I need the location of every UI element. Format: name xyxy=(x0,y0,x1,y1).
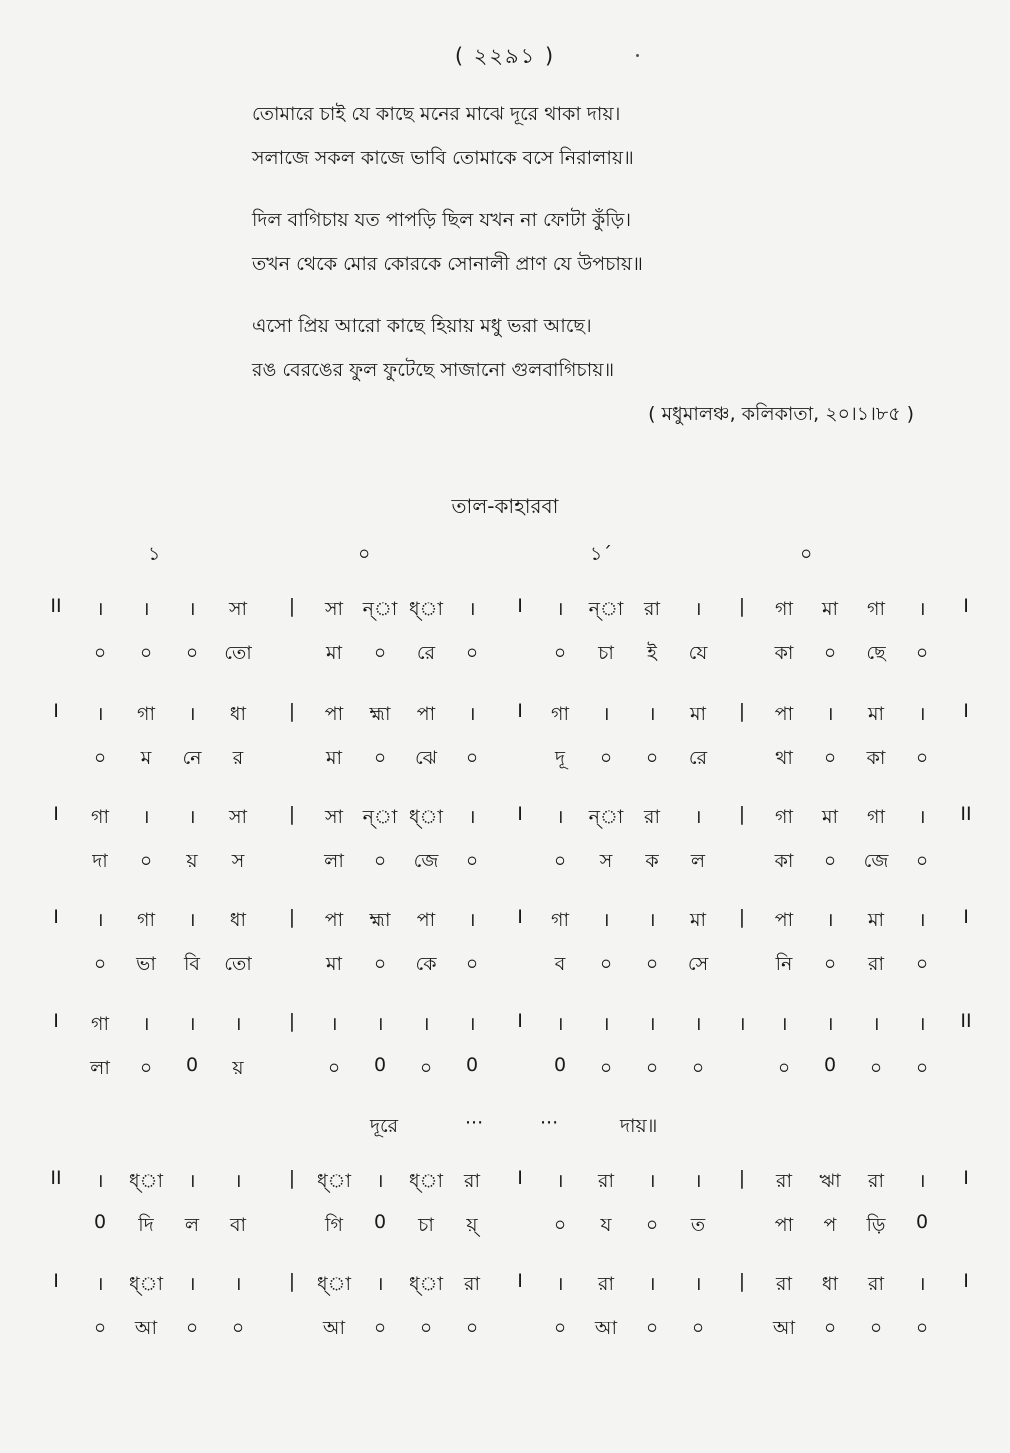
syllable: ম xyxy=(140,747,152,769)
bar-separator: | xyxy=(738,1167,746,1189)
syllable: ০ xyxy=(93,1317,107,1339)
syllable: মা xyxy=(325,642,343,664)
note: রা xyxy=(868,1170,884,1192)
syllable: দা xyxy=(92,850,108,872)
syllable: কা xyxy=(866,747,886,769)
note: । xyxy=(556,598,564,620)
note: । xyxy=(188,1013,196,1035)
note: রা xyxy=(464,1170,480,1192)
note: পা xyxy=(416,909,436,931)
syllable: ০ xyxy=(599,747,613,769)
note: গা xyxy=(775,806,793,828)
refrain-word: দায়॥ xyxy=(620,1115,658,1137)
note: রা xyxy=(598,1273,614,1295)
note: । xyxy=(142,1013,150,1035)
row-start-bar: II xyxy=(50,1167,62,1189)
lyric-stanza xyxy=(252,198,852,286)
bar-separator: | xyxy=(738,906,746,928)
bar-separator: | xyxy=(288,700,296,722)
syllable: ০ xyxy=(645,747,659,769)
note: । xyxy=(188,703,196,725)
syllable: যে xyxy=(688,642,708,664)
syllable: আ xyxy=(134,1317,158,1339)
note: । xyxy=(376,1273,384,1295)
syllable: ০ xyxy=(823,953,837,975)
syllable: ০ xyxy=(419,1317,433,1339)
note: । xyxy=(918,1013,926,1035)
syllable: ০ xyxy=(915,1057,929,1079)
note: রা xyxy=(464,1273,480,1295)
syllable: জে xyxy=(863,850,889,872)
syllable: ল xyxy=(184,1214,200,1236)
row-start-bar: II xyxy=(50,595,62,617)
syllable: ০ xyxy=(465,642,479,664)
note: পা xyxy=(324,909,344,931)
note: মা xyxy=(689,909,707,931)
note: ন্‌া xyxy=(588,598,624,620)
note: । xyxy=(234,1013,242,1035)
syllable: ০ xyxy=(915,1317,929,1339)
syllable: নি xyxy=(775,953,793,975)
bar-separator: | xyxy=(288,906,296,928)
syllable: মা xyxy=(325,747,343,769)
note: । xyxy=(694,1013,702,1035)
note: । xyxy=(694,598,702,620)
beat-mark: ০ xyxy=(358,543,371,565)
note: পা xyxy=(774,703,794,725)
syllable: ক xyxy=(645,850,659,872)
syllable: পা xyxy=(774,1214,794,1236)
syllable: ০ xyxy=(869,1057,883,1079)
note: । xyxy=(234,1170,242,1192)
note: ধ্‌া xyxy=(409,1273,443,1295)
syllable: চা xyxy=(418,1214,434,1236)
bar-separator: I xyxy=(517,906,523,928)
note: । xyxy=(96,909,104,931)
syllable: দূ xyxy=(555,747,565,769)
syllable: ০ xyxy=(373,953,387,975)
note: । xyxy=(694,1170,702,1192)
syllable: রে xyxy=(688,747,708,769)
syllable: ০ xyxy=(93,642,107,664)
bar-separator: | xyxy=(288,1270,296,1292)
row-start-bar: I xyxy=(53,700,59,722)
refrain-word: ··· xyxy=(540,1112,559,1134)
note: । xyxy=(556,1013,564,1035)
note: মা xyxy=(867,703,885,725)
syllable: দি xyxy=(138,1214,154,1236)
syllable: ০ xyxy=(599,953,613,975)
notation-row xyxy=(0,700,1010,769)
syllable: ০ xyxy=(139,850,153,872)
syllable: য xyxy=(600,1214,612,1236)
syllable: ০ xyxy=(599,1057,613,1079)
note: গা xyxy=(91,806,109,828)
syllable: ০ xyxy=(869,1317,883,1339)
syllable: 0 xyxy=(373,1211,387,1233)
note: পা xyxy=(324,703,344,725)
row-end-bar: I xyxy=(963,1167,969,1189)
note: । xyxy=(918,598,926,620)
syllable: ০ xyxy=(93,747,107,769)
note: মা xyxy=(689,703,707,725)
syllable: ত xyxy=(690,1214,706,1236)
lyric-line: রঙ বেরঙের ফুল ফুটেছে সাজানো গুলবাগিচায়॥ xyxy=(252,359,615,381)
note: । xyxy=(556,1273,564,1295)
note: । xyxy=(142,806,150,828)
bar-separator: | xyxy=(288,1167,296,1189)
syllable: লা xyxy=(90,1057,110,1079)
syllable: ০ xyxy=(553,642,567,664)
syllable: ০ xyxy=(373,642,387,664)
note: রা xyxy=(776,1273,792,1295)
syllable: ছে xyxy=(866,642,886,664)
bar-separator: I xyxy=(517,1270,523,1292)
note: ধ্‌া xyxy=(129,1170,163,1192)
note: ন্‌া xyxy=(362,598,398,620)
syllable: ০ xyxy=(465,850,479,872)
note: মা xyxy=(821,806,839,828)
syllable: ০ xyxy=(691,1057,705,1079)
row-end-bar: II xyxy=(960,803,972,825)
note: । xyxy=(694,806,702,828)
note: মা xyxy=(867,909,885,931)
ink-dot xyxy=(636,54,639,57)
row-end-bar: I xyxy=(963,700,969,722)
note: হ্মা xyxy=(369,909,391,931)
taal-title: তাল-কাহারবা xyxy=(451,494,559,518)
note: হ্মা xyxy=(369,703,391,725)
syllable: ০ xyxy=(185,642,199,664)
lyric-line: তোমারে চাই যে কাছে মনের মাঝে দূরে থাকা দায়। xyxy=(252,103,621,125)
note: । xyxy=(468,1013,476,1035)
syllable: ০ xyxy=(645,1057,659,1079)
note: । xyxy=(468,598,476,620)
syllable: বি xyxy=(183,953,200,975)
note: । xyxy=(96,703,104,725)
syllable: ০ xyxy=(553,850,567,872)
note: । xyxy=(188,806,196,828)
bar-separator: | xyxy=(738,803,746,825)
note: গা xyxy=(775,598,793,620)
bar-separator: I xyxy=(517,700,523,722)
note: । xyxy=(918,909,926,931)
syllable: ০ xyxy=(419,1057,433,1079)
note: । xyxy=(468,703,476,725)
bar-separator: I xyxy=(517,803,523,825)
note: । xyxy=(188,1170,196,1192)
syllable: ০ xyxy=(823,642,837,664)
syllable: ০ xyxy=(465,747,479,769)
note: । xyxy=(602,703,610,725)
notation-row xyxy=(0,803,1010,872)
source-citation: ( মধুমালঞ্চ, কলিকাতা, ২০।১।৮৫ ) xyxy=(648,403,914,425)
syllable: বা xyxy=(229,1214,247,1236)
syllable: ০ xyxy=(465,953,479,975)
syllable: 0 xyxy=(373,1054,387,1076)
note: গা xyxy=(137,909,155,931)
syllable: য়্‌ xyxy=(466,1214,478,1236)
note: । xyxy=(468,806,476,828)
refrain-word: দূরে xyxy=(370,1115,399,1137)
note: ন্‌া xyxy=(588,806,624,828)
note: । xyxy=(648,1273,656,1295)
row-end-bar: II xyxy=(960,1010,972,1032)
bar-separator: | xyxy=(738,700,746,722)
note: ধ্‌া xyxy=(129,1273,163,1295)
syllable: কা xyxy=(774,642,794,664)
syllable: ০ xyxy=(553,1214,567,1236)
note: গা xyxy=(551,703,569,725)
note: । xyxy=(918,806,926,828)
note: । xyxy=(188,1273,196,1295)
note: ধ্‌া xyxy=(409,598,443,620)
note: ধা xyxy=(821,1273,839,1295)
syllable: ড়ি xyxy=(866,1214,886,1236)
syllable: নে xyxy=(182,747,202,769)
bar-separator: | xyxy=(288,803,296,825)
note: । xyxy=(602,909,610,931)
syllable: ০ xyxy=(645,1214,659,1236)
note: । xyxy=(826,909,834,931)
note: সা xyxy=(228,598,248,620)
note: । xyxy=(188,598,196,620)
note: । xyxy=(188,909,196,931)
syllable: ০ xyxy=(373,850,387,872)
syllable: 0 xyxy=(93,1211,107,1233)
syllable: ০ xyxy=(777,1057,791,1079)
note: । xyxy=(142,598,150,620)
lyric-line: দিল বাগিচায় যত পাপড়ি ছিল যখন না ফোটা কুঁড়ি। xyxy=(252,209,632,231)
syllable: ভা xyxy=(136,953,156,975)
bar-separator: । xyxy=(738,1013,746,1035)
syllable: য় xyxy=(186,850,198,872)
syllable: আ xyxy=(322,1317,346,1339)
syllable: ই xyxy=(647,642,657,664)
note: ধা xyxy=(229,909,247,931)
note: সা xyxy=(324,806,344,828)
beat-marks xyxy=(0,540,1010,570)
note: পা xyxy=(416,703,436,725)
syllable: জে xyxy=(413,850,439,872)
note: রা xyxy=(598,1170,614,1192)
note: গা xyxy=(867,598,885,620)
beat-mark: ১´ xyxy=(590,543,612,565)
note: । xyxy=(234,1273,242,1295)
note: রা xyxy=(644,598,660,620)
note: । xyxy=(468,909,476,931)
syllable: 0 xyxy=(915,1211,929,1233)
note: রা xyxy=(644,806,660,828)
beat-mark: ০ xyxy=(800,543,813,565)
syllable: মা xyxy=(325,953,343,975)
syllable: ০ xyxy=(915,953,929,975)
note: । xyxy=(872,1013,880,1035)
note: । xyxy=(826,1013,834,1035)
syllable: আ xyxy=(772,1317,796,1339)
note: পা xyxy=(774,909,794,931)
syllable: ০ xyxy=(373,747,387,769)
syllable: থা xyxy=(775,747,793,769)
notation-row xyxy=(0,595,1010,664)
note: । xyxy=(422,1013,430,1035)
lyric-stanza xyxy=(252,304,852,392)
note: গা xyxy=(867,806,885,828)
row-start-bar: I xyxy=(53,803,59,825)
syllable: রা xyxy=(868,953,884,975)
notation-row xyxy=(0,1010,1010,1079)
note: । xyxy=(918,1273,926,1295)
syllable: লা xyxy=(324,850,344,872)
note: । xyxy=(330,1013,338,1035)
note: । xyxy=(648,909,656,931)
syllable: ০ xyxy=(915,747,929,769)
note: । xyxy=(648,1170,656,1192)
note: । xyxy=(602,1013,610,1035)
note: । xyxy=(96,1170,104,1192)
note: । xyxy=(918,703,926,725)
syllable: স xyxy=(599,850,613,872)
row-start-bar: I xyxy=(53,1010,59,1032)
row-end-bar: I xyxy=(963,595,969,617)
syllable: ০ xyxy=(373,1317,387,1339)
syllable: ব xyxy=(554,953,566,975)
row-start-bar: I xyxy=(53,1270,59,1292)
note: ধা xyxy=(229,703,247,725)
syllable: ০ xyxy=(823,747,837,769)
syllable: ০ xyxy=(823,1317,837,1339)
row-end-bar: I xyxy=(963,1270,969,1292)
note: । xyxy=(648,1013,656,1035)
syllable: কে xyxy=(415,953,437,975)
note: । xyxy=(648,703,656,725)
syllable: ০ xyxy=(915,850,929,872)
note: । xyxy=(96,1273,104,1295)
lyric-stanza xyxy=(252,92,852,180)
syllable: র xyxy=(232,747,244,769)
note: ঋা xyxy=(819,1170,841,1192)
bar-separator: I xyxy=(517,1167,523,1189)
lyric-line: এসো প্রিয় আরো কাছে হিয়ায় মধু ভরা আছে। xyxy=(252,315,592,337)
syllable: 0 xyxy=(465,1054,479,1076)
song-number: ( ২২৯১ ) xyxy=(454,44,556,68)
syllable: ০ xyxy=(553,1317,567,1339)
row-end-bar: I xyxy=(963,906,969,928)
lyric-line: তখন থেকে মোর কোরকে সোনালী প্রাণ যে উপচায়॥ xyxy=(252,253,643,275)
note: গা xyxy=(91,1013,109,1035)
syllable: ০ xyxy=(465,1317,479,1339)
note: ধ্‌া xyxy=(317,1273,351,1295)
bar-separator: | xyxy=(738,1270,746,1292)
syllable: ০ xyxy=(139,642,153,664)
syllable: ০ xyxy=(185,1317,199,1339)
note: । xyxy=(556,806,564,828)
lyric-line: সলাজে সকল কাজে ভাবি তোমাকে বসে নিরালায়॥ xyxy=(252,147,634,169)
bar-separator: | xyxy=(738,595,746,617)
syllable: প xyxy=(823,1214,837,1236)
bar-separator: | xyxy=(288,595,296,617)
syllable: ০ xyxy=(645,1317,659,1339)
refrain-line xyxy=(0,1112,1010,1142)
syllable: ০ xyxy=(823,850,837,872)
note: ন্‌া xyxy=(362,806,398,828)
syllable: আ xyxy=(594,1317,618,1339)
note: । xyxy=(376,1170,384,1192)
refrain-word: ··· xyxy=(465,1112,484,1134)
note: ধ্‌া xyxy=(409,1170,443,1192)
note: । xyxy=(826,703,834,725)
bar-separator: I xyxy=(517,1010,523,1032)
note: । xyxy=(556,1170,564,1192)
syllable: 0 xyxy=(185,1054,199,1076)
bar-separator: I xyxy=(517,595,523,617)
syllable: 0 xyxy=(553,1054,567,1076)
syllable: চা xyxy=(598,642,614,664)
syllable: সে xyxy=(687,953,709,975)
note: । xyxy=(918,1170,926,1192)
syllable: রে xyxy=(416,642,436,664)
syllable: য় xyxy=(232,1057,244,1079)
syllable: ০ xyxy=(327,1057,341,1079)
note: গা xyxy=(551,909,569,931)
syllable: স xyxy=(231,850,245,872)
beat-mark: ১ xyxy=(148,543,161,565)
lyrics-block xyxy=(252,92,852,410)
syllable: কা xyxy=(774,850,794,872)
note: সা xyxy=(324,598,344,620)
note: মা xyxy=(821,598,839,620)
bar-separator: | xyxy=(288,1010,296,1032)
syllable: ল xyxy=(690,850,706,872)
notation-row xyxy=(0,906,1010,975)
note: সা xyxy=(228,806,248,828)
note: । xyxy=(780,1013,788,1035)
note: রা xyxy=(776,1170,792,1192)
syllable: ঝে xyxy=(414,747,438,769)
syllable: তো xyxy=(224,953,252,975)
syllable: ০ xyxy=(645,953,659,975)
syllable: 0 xyxy=(823,1054,837,1076)
note: । xyxy=(694,1273,702,1295)
syllable: তো xyxy=(224,642,252,664)
note: ধ্‌া xyxy=(409,806,443,828)
syllable: ০ xyxy=(139,1057,153,1079)
notation-row xyxy=(0,1167,1010,1236)
syllable: ০ xyxy=(691,1317,705,1339)
note: । xyxy=(376,1013,384,1035)
syllable: ০ xyxy=(93,953,107,975)
note: ধ্‌া xyxy=(317,1170,351,1192)
note: গা xyxy=(137,703,155,725)
note: । xyxy=(96,598,104,620)
syllable: গি xyxy=(325,1214,343,1236)
note: রা xyxy=(868,1273,884,1295)
row-start-bar: I xyxy=(53,906,59,928)
notation-row xyxy=(0,1270,1010,1339)
syllable: ০ xyxy=(915,642,929,664)
syllable: ০ xyxy=(231,1317,245,1339)
